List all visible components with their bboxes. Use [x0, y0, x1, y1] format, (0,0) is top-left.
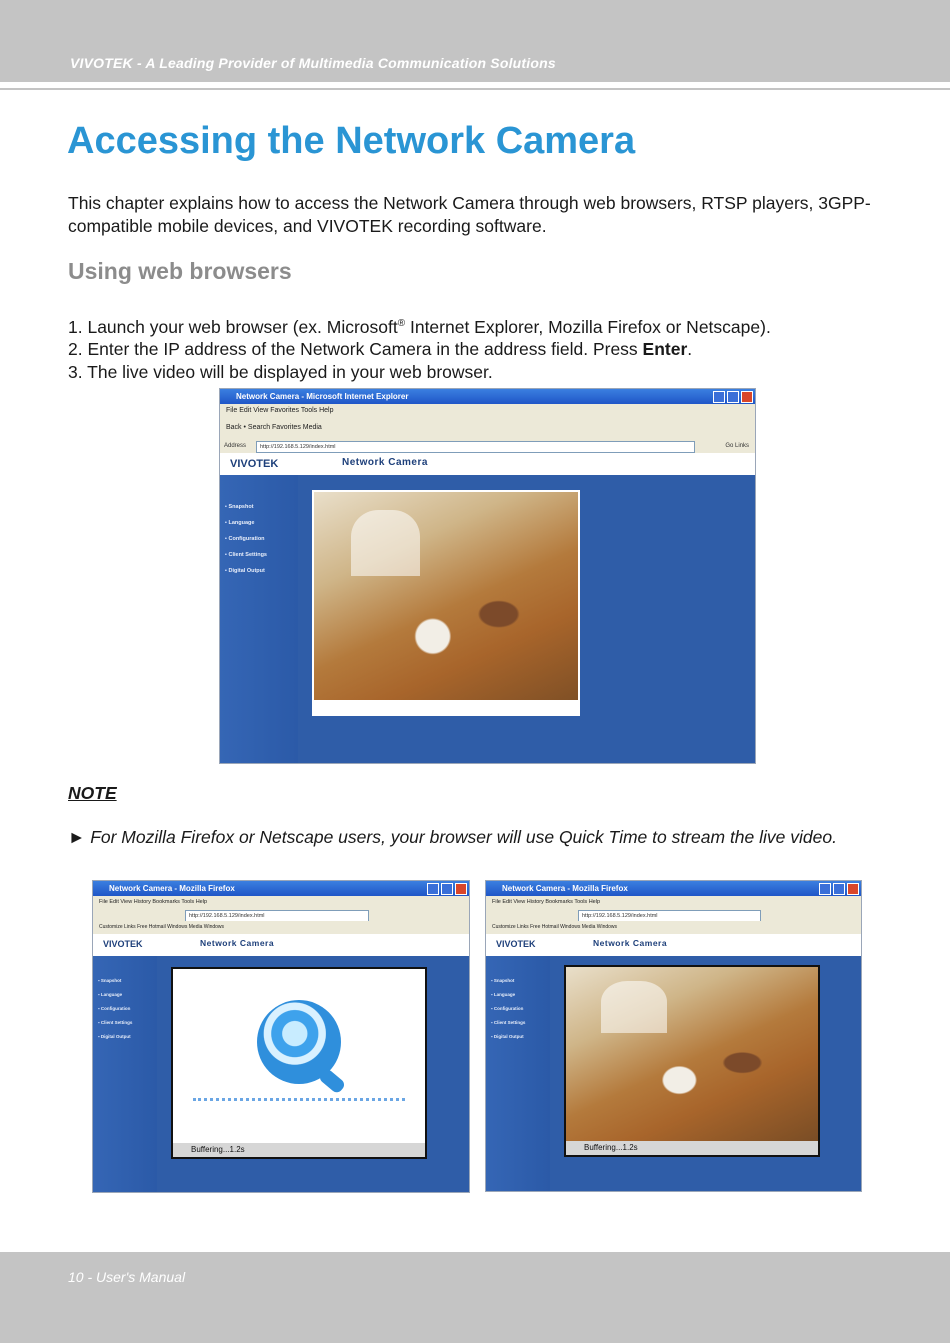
sidebar-item-client-settings: ▪ Client Settings — [98, 1020, 132, 1025]
ie-screenshot — [219, 388, 756, 764]
note-text: ► For Mozilla Firefox or Netscape users, your browser will use Quick Time to stream the live video. — [68, 827, 837, 847]
sidebar-item-language: ▪ Language — [225, 520, 254, 526]
camera-banner — [93, 934, 469, 956]
camera-sidebar — [486, 956, 550, 1191]
sidebar-item-digital-output: ▪ Digital Output — [491, 1034, 524, 1039]
loading-dots — [193, 1098, 405, 1107]
sidebar-item-digital-output: ▪ Digital Output — [225, 568, 265, 574]
vivotek-logo: VIVOTEK — [496, 939, 536, 949]
quicktime-player — [171, 967, 427, 1159]
buffering-status: Buffering...1.2s — [566, 1141, 818, 1155]
window-controls — [713, 391, 753, 403]
camera-banner-title: Network Camera — [593, 938, 668, 948]
header-divider — [0, 88, 950, 90]
camera-sidebar — [220, 475, 298, 763]
sidebar-item-configuration: ▪ Configuration — [225, 536, 265, 542]
minimize-icon — [427, 883, 439, 895]
sidebar-item-snapshot: ▪ Snapshot — [225, 504, 254, 510]
browser-toolbar: Back • Search Favorites Media — [220, 417, 755, 440]
page-footer — [0, 1252, 950, 1343]
maximize-icon — [833, 883, 845, 895]
menu-bar: File Edit View History Bookmarks Tools Help — [486, 896, 861, 909]
sidebar-item-snapshot: ▪ Snapshot — [491, 978, 514, 983]
sidebar-item-snapshot: ▪ Snapshot — [98, 978, 121, 983]
page-title: Accessing the Network Camera — [67, 120, 636, 162]
address-label: Address — [224, 443, 247, 449]
address-bar — [486, 909, 861, 921]
maximize-icon — [727, 391, 739, 403]
live-video — [566, 967, 818, 1141]
step-2: 2. Enter the IP address of the Network Camera in the address field. Press Enter. — [68, 339, 693, 360]
sidebar-item-digital-output: ▪ Digital Output — [98, 1034, 131, 1039]
camera-banner — [486, 934, 861, 956]
minimize-icon — [713, 391, 725, 403]
step-3: 3. The live video will be displayed in your web browser. — [68, 361, 493, 382]
menu-bar: File Edit View History Bookmarks Tools Help — [93, 896, 469, 909]
window-titlebar: Network Camera - Mozilla Firefox — [486, 881, 861, 896]
window-controls — [427, 883, 467, 895]
url-field: http://192.168.5.129/index.html — [578, 910, 761, 922]
window-controls — [819, 883, 859, 895]
video-control-bar — [314, 700, 578, 714]
minimize-icon — [819, 883, 831, 895]
menu-bar: File Edit View Favorites Tools Help — [220, 404, 755, 417]
close-icon — [455, 883, 467, 895]
bookmarks-bar: Customize Links Free Hotmail Windows Media Windows — [486, 921, 861, 934]
section-subtitle: Using web browsers — [68, 258, 292, 284]
camera-banner-title: Network Camera — [200, 938, 275, 948]
maximize-icon — [441, 883, 453, 895]
camera-sidebar — [93, 956, 157, 1192]
vivotek-logo: VIVOTEK — [103, 939, 143, 949]
camera-banner-title: Network Camera — [342, 457, 428, 468]
firefox-screenshot-live — [485, 880, 862, 1192]
url-field: http://192.168.5.129/index.html — [185, 910, 369, 922]
step-1: 1. Launch your web browser (ex. Microsoft® Internet Explorer, Mozilla Firefox or Netscape). — [68, 316, 771, 337]
quicktime-player — [564, 965, 820, 1157]
go-button: Go Links — [725, 443, 749, 449]
note-title: NOTE — [68, 783, 117, 803]
header-tagline: VIVOTEK - A Leading Provider of Multimedia Communication Solutions — [70, 55, 556, 71]
sidebar-item-language: ▪ Language — [491, 992, 515, 997]
window-titlebar: Network Camera - Microsoft Internet Explorer — [220, 389, 755, 404]
sidebar-item-client-settings: ▪ Client Settings — [491, 1020, 525, 1025]
close-icon — [847, 883, 859, 895]
camera-banner — [220, 453, 755, 475]
url-field: http://192.168.5.129/index.html — [256, 441, 695, 453]
footer-page-label: 10 - User's Manual — [68, 1269, 186, 1285]
vivotek-logo: VIVOTEK — [230, 458, 279, 470]
quicktime-logo-icon — [257, 1000, 341, 1084]
steps-list — [68, 313, 771, 383]
buffering-status: Buffering...1.2s — [173, 1143, 425, 1157]
bookmarks-bar: Customize Links Free Hotmail Windows Media Windows — [93, 921, 469, 934]
address-bar — [93, 909, 469, 921]
address-bar — [220, 439, 755, 453]
sidebar-item-client-settings: ▪ Client Settings — [225, 552, 267, 558]
live-video — [312, 490, 580, 716]
sidebar-item-configuration: ▪ Configuration — [491, 1006, 523, 1011]
sidebar-item-language: ▪ Language — [98, 992, 122, 997]
firefox-screenshot-loading — [92, 880, 470, 1193]
intro-paragraph: This chapter explains how to access the Network Camera through web browsers, RTSP players, 3GPP-compatible mobile devices, and VIVOTEK recording software. — [68, 193, 871, 236]
arrow-icon: ► — [68, 827, 86, 847]
sidebar-item-configuration: ▪ Configuration — [98, 1006, 130, 1011]
window-titlebar: Network Camera - Mozilla Firefox — [93, 881, 469, 896]
close-icon — [741, 391, 753, 403]
player-screen — [173, 969, 425, 1143]
